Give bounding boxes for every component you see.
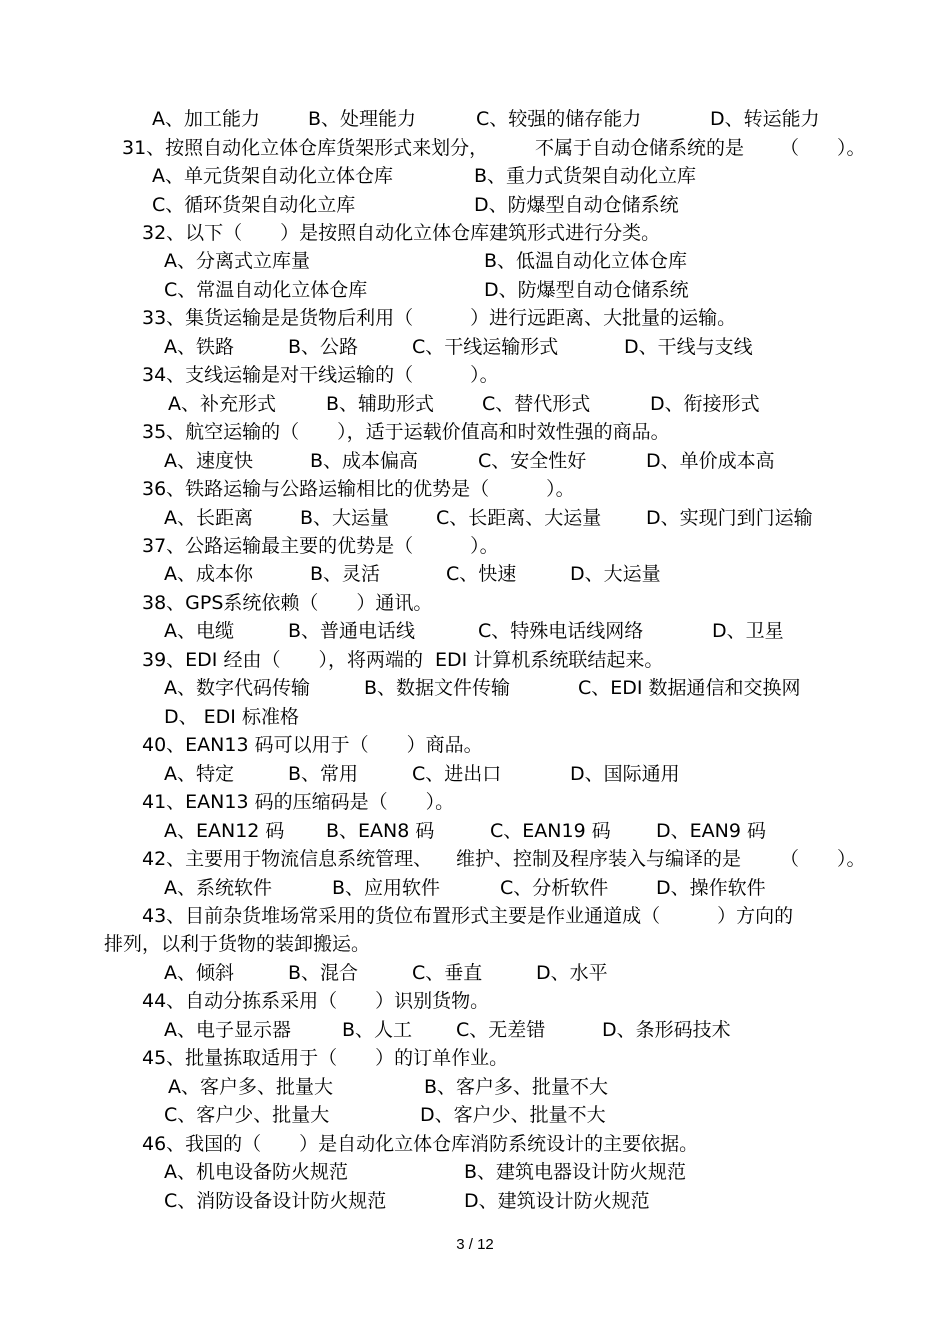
text-segment: D、实现门到门运输 bbox=[646, 507, 813, 529]
text-segment: A、单元货架自动化立体仓库 bbox=[152, 165, 393, 187]
text-segment: B、灵活 bbox=[310, 563, 381, 585]
text-line: 38、GPS系统依赖（ ）通讯。 bbox=[142, 592, 433, 614]
text-segment: A、速度快 bbox=[164, 450, 253, 472]
text-segment: D、转运能力 bbox=[710, 108, 820, 130]
text-segment: A、EAN12 码 bbox=[164, 820, 285, 842]
text-segment: B、建筑电器设计防火规范 bbox=[464, 1161, 687, 1183]
text-segment: D、防爆型自动仓储系统 bbox=[484, 279, 689, 301]
text-segment: B、应用软件 bbox=[332, 877, 441, 899]
text-line: 33、集货运输是是货物后利用（ ）进行远距离、大批量的运输。 bbox=[142, 307, 737, 329]
text-segment: D、客户少、批量不大 bbox=[420, 1104, 606, 1126]
text-segment: B、公路 bbox=[288, 336, 359, 358]
text-segment: C、快速 bbox=[446, 563, 517, 585]
text-line: 36、铁路运输与公路运输相比的优势是（ ）。 bbox=[142, 478, 575, 500]
text-segment: D、衔接形式 bbox=[650, 393, 760, 415]
text-segment: C、常温自动化立体仓库 bbox=[164, 279, 368, 301]
text-segment: B、处理能力 bbox=[308, 108, 417, 130]
text-segment: A、数字代码传输 bbox=[164, 677, 310, 699]
text-segment: C、分析软件 bbox=[500, 877, 609, 899]
text-line: 37、公路运输最主要的优势是（ ）。 bbox=[142, 535, 499, 557]
text-segment: C、垂直 bbox=[412, 962, 483, 984]
text-segment: A、加工能力 bbox=[152, 108, 260, 130]
text-line: 34、支线运输是对干线运输的（ ）。 bbox=[142, 364, 499, 386]
text-segment: A、成本你 bbox=[164, 563, 253, 585]
text-segment: C、长距离、大运量 bbox=[436, 507, 602, 529]
text-segment: C、进出口 bbox=[412, 763, 502, 785]
text-segment: B、成本偏高 bbox=[310, 450, 419, 472]
text-segment: A、长距离 bbox=[164, 507, 253, 529]
text-segment: C、循环货架自动化立库 bbox=[152, 194, 356, 216]
text-segment: A、分离式立库量 bbox=[164, 250, 310, 272]
text-segment: B、常用 bbox=[288, 763, 359, 785]
text-line: 41、EAN13 码的压缩码是（ ）。 bbox=[142, 791, 455, 813]
text-segment: D、操作软件 bbox=[656, 877, 766, 899]
text-segment: C、无差错 bbox=[456, 1019, 546, 1041]
text-segment: 维护、控制及程序装入与编译的是 bbox=[456, 848, 742, 870]
text-segment: D、大运量 bbox=[570, 563, 661, 585]
text-segment: C、较强的储存能力 bbox=[476, 108, 642, 130]
text-segment: B、人工 bbox=[342, 1019, 413, 1041]
text-segment: B、大运量 bbox=[300, 507, 390, 529]
text-line: 46、我国的（ ）是自动化立体仓库消防系统设计的主要依据。 bbox=[142, 1133, 699, 1155]
text-segment: C、替代形式 bbox=[482, 393, 591, 415]
text-segment: D、卫星 bbox=[712, 620, 784, 642]
text-segment: C、EDI 数据通信和交换网 bbox=[578, 677, 801, 699]
text-segment: D、国际通用 bbox=[570, 763, 680, 785]
text-segment: B、混合 bbox=[288, 962, 359, 984]
text-segment: A、电缆 bbox=[164, 620, 234, 642]
text-segment: A、客户多、批量大 bbox=[168, 1076, 333, 1098]
text-segment: B、普通电话线 bbox=[288, 620, 416, 642]
text-segment: B、客户多、批量不大 bbox=[424, 1076, 609, 1098]
text-segment: C、安全性好 bbox=[478, 450, 587, 472]
text-line: 35、航空运输的（ ），适于运载价值高和时效性强的商品。 bbox=[142, 421, 670, 443]
text-segment: D、干线与支线 bbox=[624, 336, 753, 358]
text-segment: B、低温自动化立体仓库 bbox=[484, 250, 688, 272]
text-line: 43、目前杂货堆场常采用的货位布置形式主要是作业通道成（ ）方向的 bbox=[142, 905, 794, 927]
text-segment: D、单价成本高 bbox=[646, 450, 775, 472]
text-segment: D、建筑设计防火规范 bbox=[464, 1190, 650, 1212]
text-segment: （ ）。 bbox=[780, 137, 866, 159]
text-segment: A、系统软件 bbox=[164, 877, 272, 899]
text-segment: D、EAN9 码 bbox=[656, 820, 766, 842]
text-line: 排列，以利于货物的装卸搬运。 bbox=[104, 933, 371, 955]
text-segment: C、消防设备设计防火规范 bbox=[164, 1190, 387, 1212]
text-segment: D、防爆型自动仓储系统 bbox=[474, 194, 679, 216]
text-segment: C、干线运输形式 bbox=[412, 336, 559, 358]
text-segment: B、EAN8 码 bbox=[326, 820, 435, 842]
text-segment: A、倾斜 bbox=[164, 962, 234, 984]
text-segment: 不属于自动仓储系统的是 bbox=[535, 137, 745, 159]
text-segment: B、辅助形式 bbox=[326, 393, 435, 415]
text-segment: B、数据文件传输 bbox=[364, 677, 511, 699]
text-segment: （ ）。 bbox=[780, 848, 866, 870]
page-number: 3 / 12 bbox=[456, 1236, 494, 1253]
text-line: 32、以下（ ）是按照自动化立体仓库建筑形式进行分类。 bbox=[142, 222, 661, 244]
text-segment: D、水平 bbox=[536, 962, 608, 984]
text-segment: B、重力式货架自动化立库 bbox=[474, 165, 697, 187]
text-line: 40、EAN13 码可以用于（ ）商品。 bbox=[142, 734, 483, 756]
text-segment: 42、主要用于物流信息系统管理、 bbox=[142, 848, 433, 870]
text-segment: A、补充形式 bbox=[168, 393, 276, 415]
text-line: 39、EDI 经由（ ），将两端的 EDI 计算机系统联结起来。 bbox=[142, 649, 664, 671]
text-segment: A、铁路 bbox=[164, 336, 234, 358]
text-line: 44、自动分拣系采用（ ）识别货物。 bbox=[142, 990, 490, 1012]
text-segment: 31、按照自动化立体仓库货架形式来划分， bbox=[122, 137, 489, 159]
text-segment: A、特定 bbox=[164, 763, 234, 785]
text-segment: C、特殊电话线网络 bbox=[478, 620, 644, 642]
text-line: D、 EDI 标准格 bbox=[164, 706, 299, 728]
text-segment: C、EAN19 码 bbox=[490, 820, 611, 842]
text-segment: C、客户少、批量大 bbox=[164, 1104, 330, 1126]
text-segment: A、机电设备防火规范 bbox=[164, 1161, 348, 1183]
text-line: 45、批量拣取适用于（ ）的订单作业。 bbox=[142, 1047, 509, 1069]
text-segment: D、条形码技术 bbox=[602, 1019, 731, 1041]
text-segment: A、电子显示器 bbox=[164, 1019, 291, 1041]
